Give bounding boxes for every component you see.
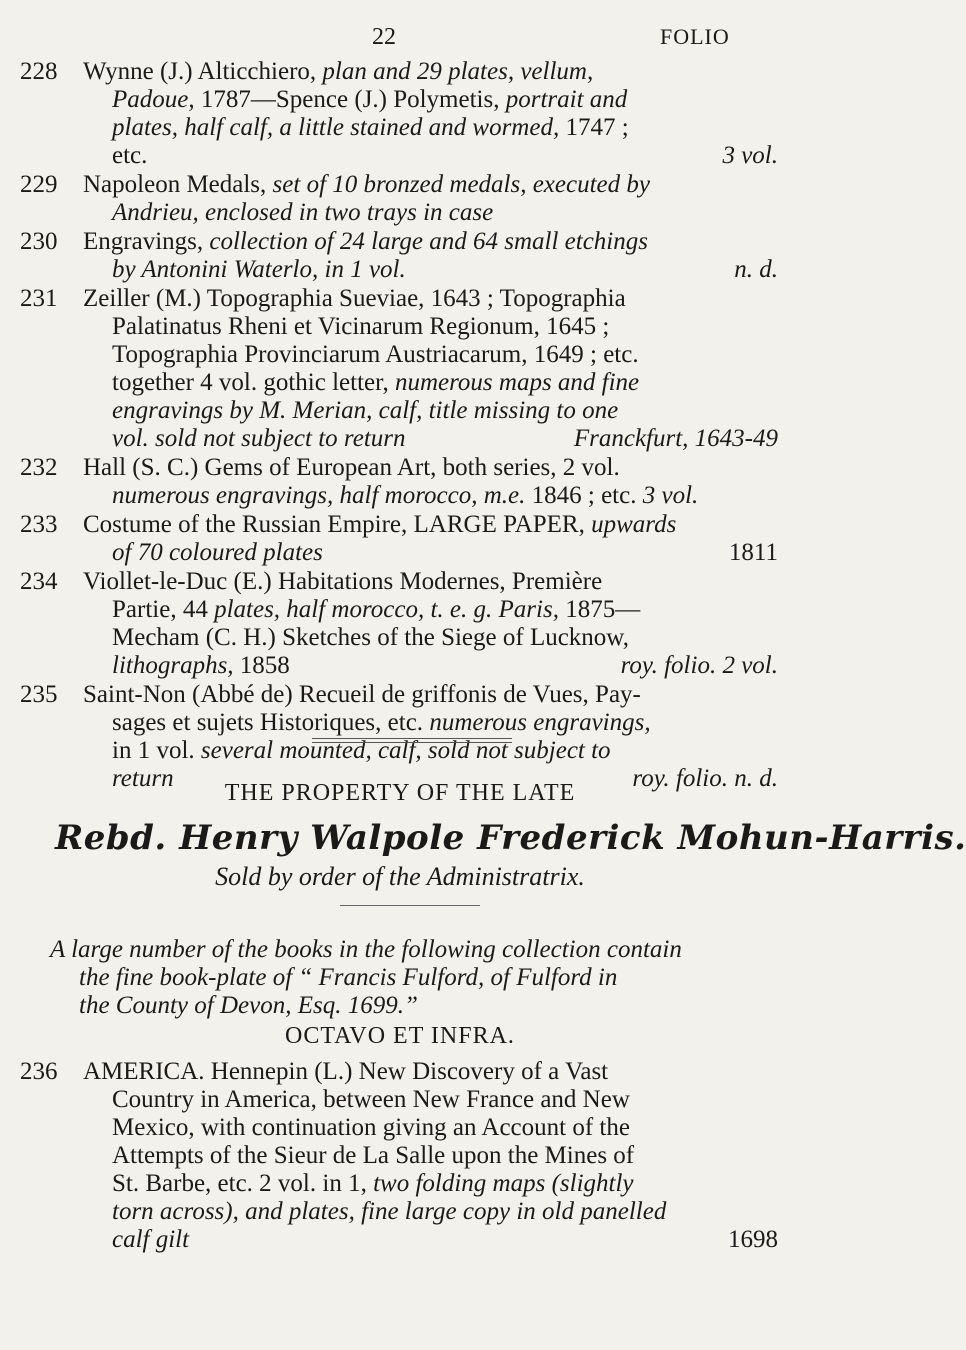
lot-number: 229	[20, 171, 58, 198]
lot-description-line: return roy. folio. n. d.	[112, 765, 778, 792]
lot-description-line: torn across), and plates, fine large copy in old panelled	[112, 1198, 667, 1225]
lot-description-line: engravings by M. Merian, calf, title missing to one	[112, 397, 619, 424]
lot-description-line: vol. sold not subject to return Franckfurt, 1643-49	[112, 425, 778, 452]
lot-description-line: together 4 vol. gothic letter, numerous maps and fine	[112, 369, 640, 396]
lot-description-line: Palatinatus Rheni et Vicinarum Regionum, 1645 ;	[112, 313, 610, 340]
lot-entry	[0, 1058, 800, 1254]
lot-entry	[0, 228, 800, 284]
lot-description-line: numerous engravings, half morocco, m.e. 1846 ; etc. 3 vol.	[112, 482, 699, 509]
lot-description-line: calf gilt 1698	[112, 1226, 778, 1253]
lot-description-line: in 1 vol. several mounted, calf, sold not subject to	[112, 737, 611, 764]
lot-number: 232	[20, 454, 58, 481]
lot-list	[0, 58, 800, 794]
format-heading: OCTAVO ET INFRA.	[285, 1023, 515, 1049]
lot-description-line: plates, half calf, a little stained and wormed, 1747 ;	[112, 114, 629, 141]
lot-description-line: of 70 coloured plates 1811	[112, 539, 778, 566]
lot-description-line: Hall (S. C.) Gems of European Art, both series, 2 vol.	[83, 454, 620, 481]
lot-description-line: Saint-Non (Abbé de) Recueil de griffonis de Vues, Pay-	[83, 681, 641, 708]
lot-entry	[0, 568, 800, 680]
lot-entry	[0, 58, 800, 170]
intro-line: the County of Devon, Esq. 1699.”	[79, 992, 418, 1019]
lot-number: 233	[20, 511, 58, 538]
lot-description-line: Napoleon Medals, set of 10 bronzed medals, executed by	[83, 171, 650, 198]
lot-description-line: Viollet-le-Duc (E.) Habitations Modernes, Première	[83, 568, 603, 595]
lot-entry	[0, 454, 800, 510]
lot-description-line: Country in America, between New France and New	[112, 1086, 630, 1113]
lot-description-line: Mexico, with continuation giving an Account of the	[112, 1114, 630, 1141]
page-number: 22	[372, 24, 396, 50]
divider-rule	[312, 738, 512, 739]
intro-line: the fine book-plate of “ Francis Fulford, of Fulford in	[79, 964, 618, 991]
lot-description-line: St. Barbe, etc. 2 vol. in 1, two folding maps (slightly	[112, 1170, 634, 1197]
lot-description-line: Padoue, 1787—Spence (J.) Polymetis, portrait and	[112, 86, 628, 113]
lot-description-line: sages et sujets Historiques, etc. numerous engravings,	[112, 709, 651, 736]
sold-by-note: Sold by order of the Administratrix.	[215, 862, 585, 891]
lot-entry	[0, 511, 800, 567]
lot-number: 234	[20, 568, 58, 595]
lot-description-line: Topographia Provinciarum Austriacarum, 1649 ; etc.	[112, 341, 639, 368]
lot-description-line: Attempts of the Sieur de La Salle upon the Mines of	[112, 1142, 635, 1169]
section-title: FOLIO	[660, 24, 730, 49]
lot-description-line: Partie, 44 plates, half morocco, t. e. g. Paris, 1875—	[112, 596, 641, 623]
lot-number: 235	[20, 681, 58, 708]
divider-rule	[340, 905, 480, 906]
lot-description-line: Zeiller (M.) Topographia Sueviae, 1643 ; Topographia	[83, 285, 626, 312]
lot-description-line: AMERICA. Hennepin (L.) New Discovery of a Vast	[83, 1058, 609, 1085]
lot-description-line: Wynne (J.) Alticchiero, plan and 29 plates, vellum,	[83, 58, 594, 85]
intro-line: A large number of the books in the following collection contain	[50, 936, 682, 963]
lot-description-line: Mecham (C. H.) Sketches of the Siege of Lucknow,	[112, 624, 629, 651]
collection-intro	[50, 936, 790, 1020]
lot-number: 230	[20, 228, 58, 255]
lot-list	[0, 1058, 800, 1255]
lot-description-line: Andrieu, enclosed in two trays in case	[112, 199, 494, 226]
lot-description-line: Engravings, collection of 24 large and 64 small etchings	[83, 228, 648, 255]
lot-description-line: by Antonini Waterlo, in 1 vol. n. d.	[112, 256, 778, 283]
lot-entry	[0, 171, 800, 227]
page-header	[0, 24, 800, 54]
lot-description-line: lithographs, 1858 roy. folio. 2 vol.	[112, 652, 778, 679]
lot-number: 231	[20, 285, 58, 312]
lot-number: 236	[20, 1058, 58, 1085]
lot-description-line: etc. 3 vol.	[112, 142, 778, 169]
owner-name: Rebd. Henry Walpole Frederick Mohun-Harris.	[55, 818, 966, 858]
lot-entry	[0, 681, 800, 793]
lot-entry	[0, 285, 800, 453]
divider-rule	[312, 742, 512, 743]
lot-number: 228	[20, 58, 58, 85]
property-heading: THE PROPERTY OF THE LATE	[224, 780, 576, 806]
lot-description-line: Costume of the Russian Empire, LARGE PAPER, upwards	[83, 511, 677, 538]
